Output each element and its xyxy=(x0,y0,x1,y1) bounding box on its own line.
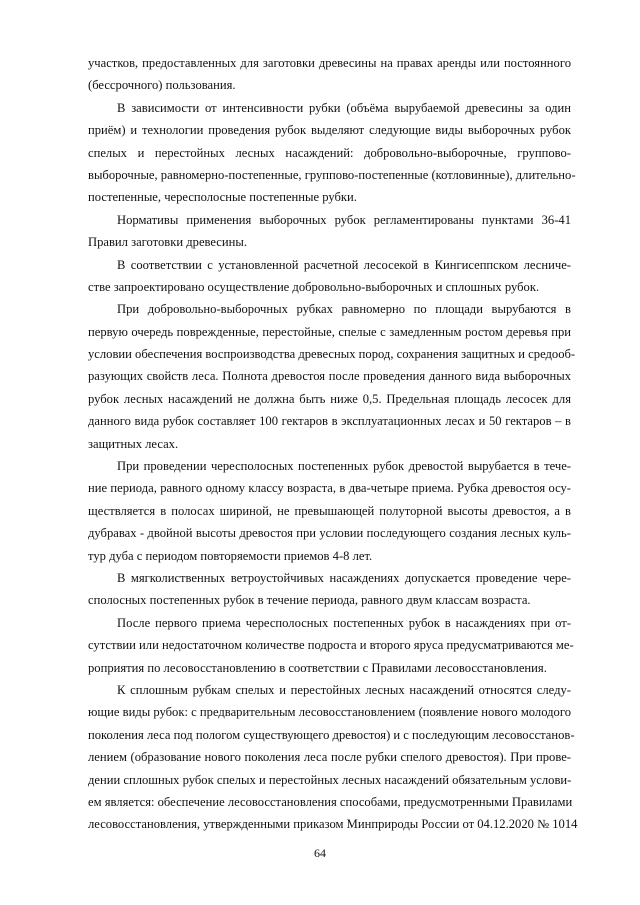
text-line: участков, предоставленных для заготовки древесины на правах аренды или постоянного xyxy=(88,56,571,70)
paragraph-9 xyxy=(88,679,578,836)
text-line: ние периода, равного одному классу возраста, в два-четыре приема. Рубка древостоя осу- xyxy=(88,481,571,496)
text-line: защитных лесах. xyxy=(88,436,179,451)
text-line: поколения леса под пологом существующего древостоя) и с последующим лесовосстанов- xyxy=(88,727,575,742)
text-line: В соответствии с установленной расчетной лесосекой в Кингисеппском лесниче- xyxy=(117,257,571,272)
text-line: ющие виды рубок: с предварительным лесовосстановлением (появление нового молодого xyxy=(88,705,571,720)
text-line: постепенные, чересполосные постепенные рубки. xyxy=(88,190,357,205)
text-line: Нормативы применения выборочных рубок регламентированы пунктами 36-41 xyxy=(117,212,571,227)
text-line: стве запроектировано осуществление добровольно-выборочных и сплошных рубок. xyxy=(88,279,540,294)
text-line: лесовосстановления, утвержденными приказом Минприроды России от 04.12.2020 № 1014 xyxy=(88,817,578,832)
text-line: разующих свойств леса. Полнота древостоя после проведения данного вида выборочных xyxy=(88,369,571,384)
text-line: В зависимости от интенсивности рубки (объёма вырубаемой древесины за один xyxy=(117,100,571,115)
text-line: лением (образование нового поколения леса после рубки спелого древостоя). При прове- xyxy=(88,750,571,765)
text-line: условии обеспечения воспроизводства древесных пород, сохранения защитных и средооб- xyxy=(88,347,576,362)
text-line: тур дуба с периодом повторяемости приемов 4-8 лет. xyxy=(88,548,373,563)
text-line: данного вида рубок составляет 100 гектаров в эксплуатационных лесах и 50 гектаров – в xyxy=(88,414,571,429)
text-line: При проведении чересполосных постепенных рубок древостой вырубается в тече- xyxy=(117,459,571,474)
text-line: После первого приема чересполосных постепенных рубок в насаждениях при от- xyxy=(117,615,571,630)
paragraph-7 xyxy=(88,567,571,612)
paragraph-3 xyxy=(88,209,571,254)
text-line: выборочные, равномерно-постепенные, группово-постепенные (котловинные), длительно- xyxy=(88,167,576,182)
paragraph-5 xyxy=(88,298,576,455)
text-line: (бессрочного) пользования. xyxy=(88,78,236,93)
page-number: 64 xyxy=(314,846,326,860)
text-line: сполосных постепенных рубок в течение периода, равного двум классам возраста. xyxy=(88,593,531,608)
text-line: приём) и технологии проведения рубок выделяют следующие виды выборочных рубок xyxy=(88,123,571,138)
text-line: рубок лесных насаждений не должна быть ниже 0,5. Предельная площадь лесосек для xyxy=(88,391,571,406)
text-line: Правил заготовки древесины. xyxy=(88,235,247,250)
paragraph-6 xyxy=(88,455,571,567)
text-line: сутствии или недостаточном количестве подроста и второго яруса предусматриваются ме- xyxy=(88,638,574,653)
text-line: ем является: обеспечение лесовосстановления способами, предусмотренными Правилами xyxy=(88,794,573,809)
paragraph-1 xyxy=(88,52,571,97)
text-line: первую очередь поврежденные, перестойные, спелые с замедленным ростом деревья при xyxy=(88,324,571,339)
text-line: дубравах - двойной высоты древостоя при условии последующего создания лесных куль- xyxy=(88,526,571,541)
text-line: роприятия по лесовосстановлению в соответствии с Правилами лесовосстановления. xyxy=(88,660,547,675)
text-line: При добровольно-выборочных рубках равномерно по площади вырубаются в xyxy=(117,302,571,317)
text-line: К сплошным рубкам спелых и перестойных лесных насаждений относятся следу- xyxy=(117,682,571,697)
paragraph-4 xyxy=(88,254,571,299)
text-line: спелых и перестойных лесных насаждений: добровольно-выборочные, группово- xyxy=(88,145,571,160)
paragraph-8 xyxy=(88,612,574,679)
text-line: ществляется в полосах шириной, не превышающей полуторной высоты древостоя, а в xyxy=(88,503,571,518)
document-page xyxy=(88,52,578,836)
text-line: В мягколиственных ветроустойчивых насаждениях допускается проведение чере- xyxy=(117,570,571,585)
text-line: дении сплошных рубок спелых и перестойных лесных насаждений обязательным услови- xyxy=(88,772,572,787)
paragraph-2 xyxy=(88,97,576,209)
